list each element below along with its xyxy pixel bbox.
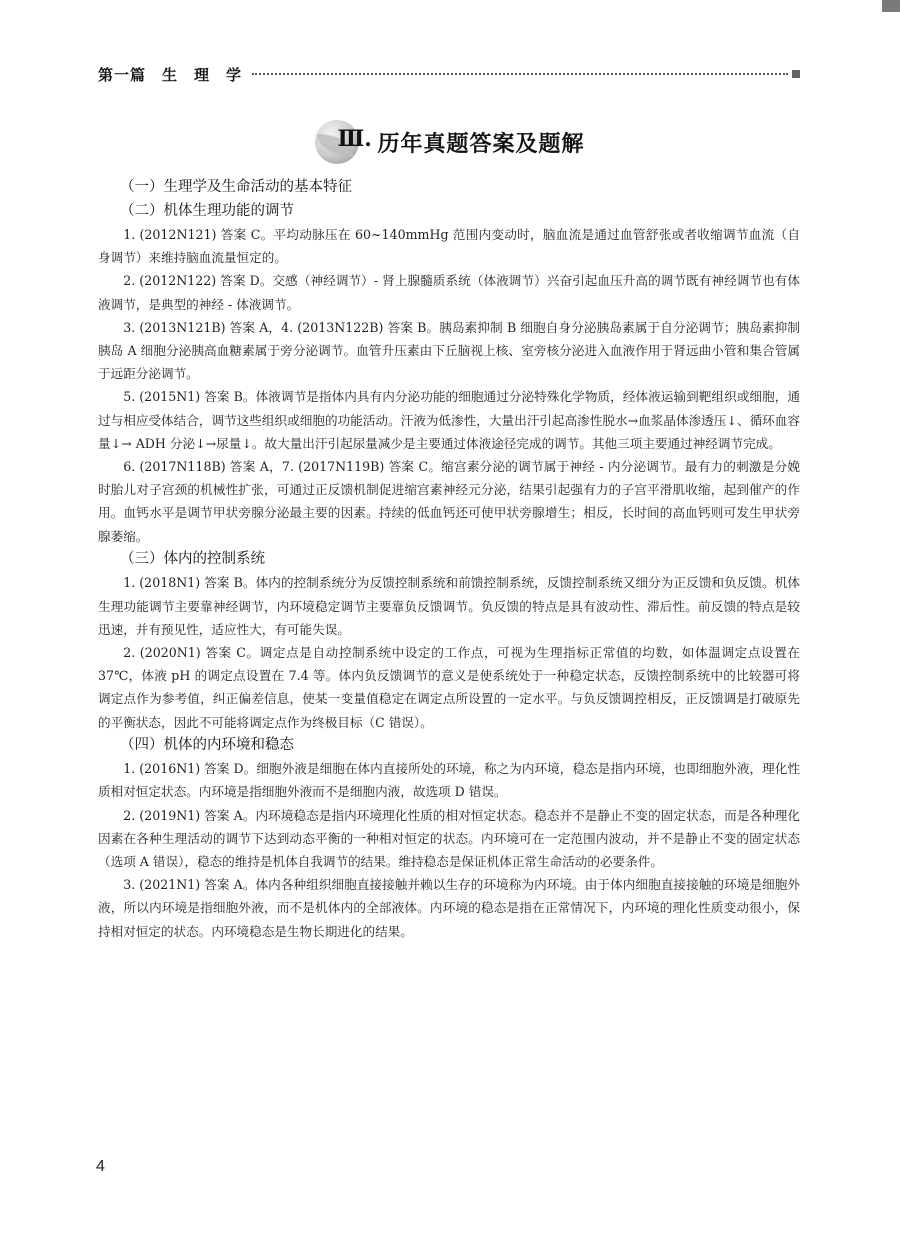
answer-paragraph: 1. (2012N121) 答案 C。平均动脉压在 60~140mmHg 范围内变动时，脑血流是通过血管舒张或者收缩调节血流（自身调节）来维持脑血流量恒定的。: [98, 227, 800, 266]
running-header-title: 第一篇 生 理 学: [98, 65, 243, 84]
answer-paragraph: 5. (2015N1) 答案 B。体液调节是指体内具有内分泌功能的细胞通过分泌特殊化学物质，经体液运输到靶组织或细胞，通过与相应受体结合，调节这些组织或细胞的功能活动。汗液为低渗性，大量出汗引起高渗性脱水→血浆晶体渗透压↓、循环血容量↓→ ADH 分泌↓→尿量↓。故大量出汗引起尿量减少是主要通过体液途径完成的调节。其他三项主要通过神经调节完成。: [98, 389, 800, 451]
header-dotted-rule: [252, 73, 788, 75]
answer-paragraph: 1. (2016N1) 答案 D。细胞外液是细胞在体内直接所处的环境，称之为内环境，稳态是指内环境，也即细胞外液，理化性质相对恒定状态。内环境是指细胞外液而不是细胞内液，故选项 D 错误。: [98, 761, 800, 800]
running-header: [98, 62, 800, 86]
answer-paragraph: 6. (2017N118B) 答案 A，7. (2017N119B) 答案 C。缩宫素分泌的调节属于神经 - 内分泌调节。最有力的刺激是分娩时胎儿对子宫颈的机械性扩张，可通过正反馈机制促进缩宫素神经元分泌，结果引起强有力的子宫平滑肌收缩，起到催产的作用。血钙水平是调节甲状旁腺分泌最主要的因素。持续的低血钙还可使甲状旁腺增生；相反，长时间的高血钙则可发生甲状旁腺萎缩。: [98, 459, 800, 544]
page-number: 4: [96, 1158, 105, 1175]
answer-paragraph: 1. (2018N1) 答案 B。体内的控制系统分为反馈控制系统和前馈控制系统，反馈控制系统又细分为正反馈和负反馈。机体生理功能调节主要靠神经调节，内环境稳定调节主要靠负反馈调节。负反馈的特点是具有波动性、滞后性。前反馈的特点是较迅速，并有预见性，适应性大，有可能失误。: [98, 575, 800, 637]
subsection-heading: （二）机体生理功能的调节: [120, 202, 294, 219]
section-title: 历年真题答案及题解: [377, 131, 585, 157]
subsection-heading: （四）机体的内环境和稳态: [120, 736, 294, 753]
header-square-marker: [792, 70, 800, 78]
answer-paragraph: 2. (2012N122) 答案 D。交感（神经调节）- 肾上腺髓质系统（体液调节）兴奋引起血压升高的调节既有神经调节也有体液调节，是典型的神经 - 体液调节。: [98, 273, 800, 312]
subsection-heading: （一）生理学及生命活动的基本特征: [120, 179, 352, 195]
document-body: [98, 176, 800, 943]
answer-paragraph: 2. (2019N1) 答案 A。内环境稳态是指内环境理化性质的相对恒定状态。稳态并不是静止不变的固定状态，而是各种理化因素在各种生理活动的调节下达到动态平衡的一种相对恒定的状态。内环境可在一定范围内波动，并不是静止不变的固定状态（选项 A 错误），稳态的维持是机体自我调节的结果。维持稳态是保证机体正常生命活动的必要条件。: [98, 807, 800, 870]
answer-paragraph: 3. (2021N1) 答案 A。体内各种组织细胞直接接触并赖以生存的环境称为内环境。由于体内细胞直接接触的环境是细胞外液，所以内环境是指细胞外液，而不是机体内的全部液体。内环境的稳态是指在正常情况下，内环境的理化性质变动很小，保持相对恒定的状态。内环境稳态是生物长期进化的结果。: [98, 877, 800, 939]
answer-paragraph: 2. (2020N1) 答案 C。调定点是自动控制系统中设定的工作点，可视为生理指标正常值的均数，如体温调定点设置在 37℃，体液 pH 的调定点设置在 7.4 等。体内负反馈调节的意义是使系统处于一种稳定状态，反馈控制系统中的比较器可将调定点作为参考值，纠正偏差信息，使某一变量值稳定在调定点所设置的一定水平。与负反馈调控相反，正反馈调是打破原先的平衡状态，因此不可能将调定点作为终极目标（C 错误）。: [98, 644, 800, 730]
corner-mark: [882, 0, 900, 12]
section-heading: [0, 118, 900, 166]
answer-paragraph: 3. (2013N121B) 答案 A，4. (2013N122B) 答案 B。胰岛素抑制 B 细胞自身分泌胰岛素属于自分泌调节；胰岛素抑制胰岛 A 细胞分泌胰高血糖素属于旁分泌调节。血管升压素由下丘脑视上核、室旁核分泌进入血液作用于肾远曲小管和集合管属于远距分泌调节。: [98, 319, 800, 382]
section-numeral: Ⅲ.: [337, 126, 372, 152]
subsection-heading: （三）体内的控制系统: [120, 550, 265, 567]
section-emblem-icon: [315, 120, 373, 164]
